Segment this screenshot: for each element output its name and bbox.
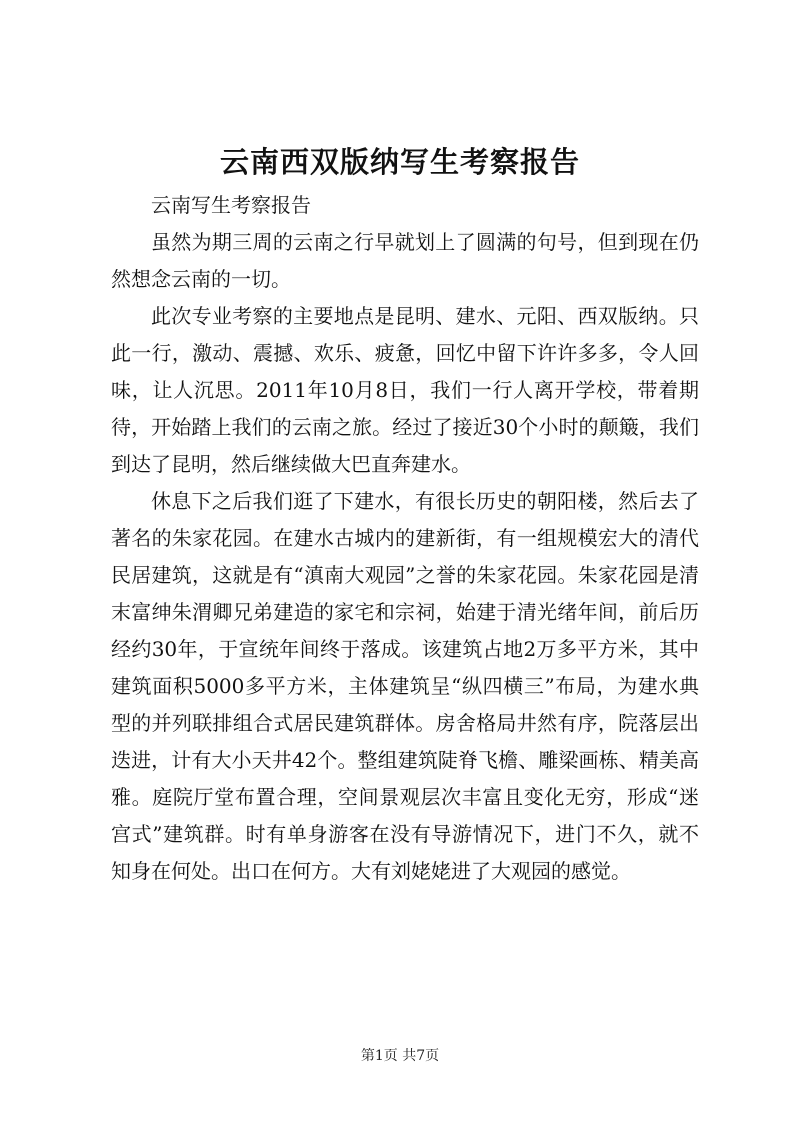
paragraph-zhu-garden: 休息下之后我们逛了下建水，有很长历史的朝阳楼，然后去了著名的朱家花园。在建水古城内的建新街，有一组规模宏大的清代民居建筑，这就是有“滇南大观园”之誉的朱家花园。朱家花园是清末富绅朱渭卿兄弟建造的家宅和宗祠，始建于清光绪年间，前后历经约30年，于宣统年间终于落成。该建筑占地2万多平方米，其中建筑面积5000多平方米，主体建筑呈“纵四横三”布局，为建水典型的并列联排组合式居民建筑群体。房舍格局井然有序，院落层出迭进，计有大小天井42个。整组建筑陡脊飞檐、雕梁画栋、精美高雅。庭院厅堂布置合理，空间景观层次丰富且变化无穷，形成“迷宫式”建筑群。时有单身游客在没有导游情况下，进门不久，就不知身在何处。出口在何方。大有刘姥姥进了大观园的感觉。 (111, 489, 699, 883)
document-body (111, 187, 699, 890)
paragraph-itinerary: 此次专业考察的主要地点是昆明、建水、元阳、西双版纳。只此一行，激动、震撼、欢乐、疲惫，回忆中留下许许多多，令人回味，让人沉思。2011年10月8日，我们一行人离开学校，带着期待，开始踏上我们的云南之旅。经过了接近30个小时的颠簸，我们到达了昆明，然后继续做大巴直奔建水。 (111, 304, 699, 476)
page-footer: 第1页 共7页 (360, 1048, 440, 1064)
paragraph-subtitle: 云南写生考察报告 (151, 193, 311, 217)
document-title: 云南西双版纳写生考察报告 (219, 145, 580, 179)
paragraph-intro: 虽然为期三周的云南之行早就划上了圆满的句号，但到现在仍然想念云南的一切。 (111, 230, 699, 291)
